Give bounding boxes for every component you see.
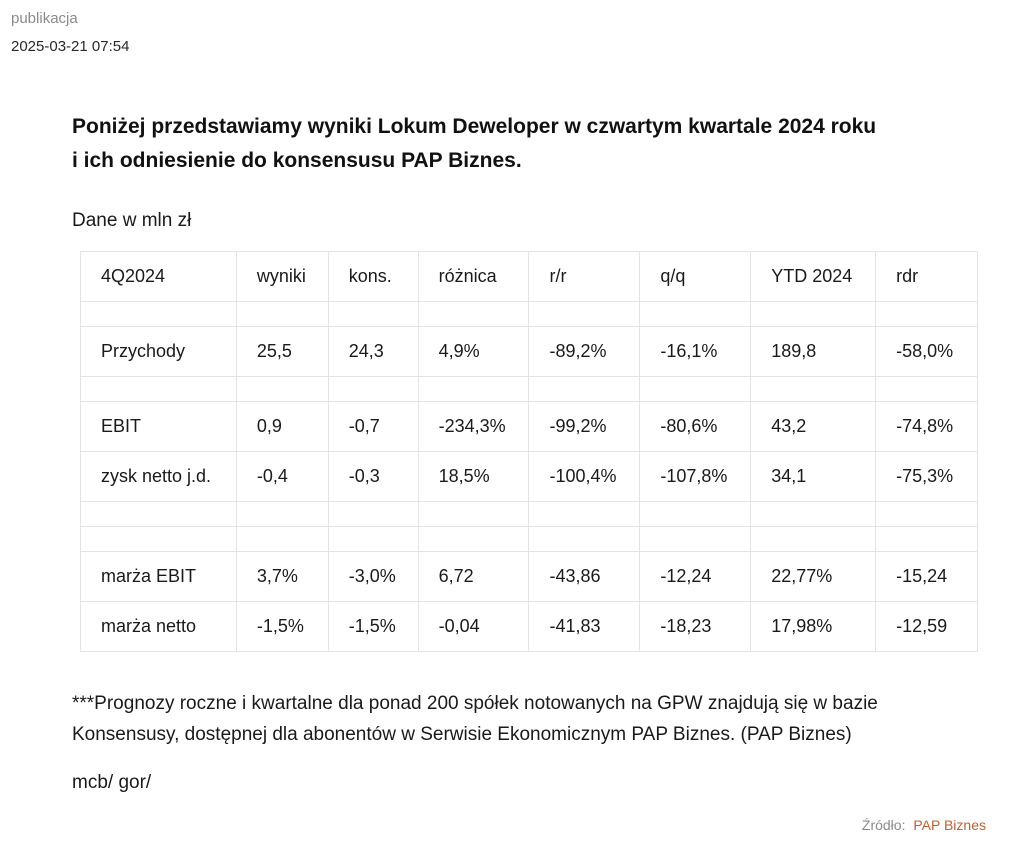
publication-date: 2025-03-21 07:54: [11, 38, 130, 55]
table-cell: [328, 527, 418, 552]
table-cell: [328, 302, 418, 327]
note-line-2: Konsensusy, dostępnej dla abonentów w Serwisie Ekonomicznym PAP Biznes. (PAP Biznes): [72, 724, 852, 745]
table-cell: -12,59: [876, 602, 978, 652]
table-cell: -80,6%: [640, 402, 751, 452]
table-cell: -100,4%: [529, 452, 640, 502]
row-label: EBIT: [81, 402, 237, 452]
note-line-1: ***Prognozy roczne i kwartalne dla ponad 200 spółek notowanych na GPW znajdują się w bazie: [72, 693, 878, 714]
table-cell: 0,9: [236, 402, 328, 452]
table-cell: -0,4: [236, 452, 328, 502]
table-cell: -99,2%: [529, 402, 640, 452]
table-cell: -1,5%: [328, 602, 418, 652]
table-cell: [529, 377, 640, 402]
table-row: [81, 452, 978, 502]
table-cell: -74,8%: [876, 402, 978, 452]
results-table-body: [81, 252, 978, 652]
source-attribution: [862, 816, 986, 834]
table-cell: [529, 302, 640, 327]
table-row-empty: [81, 377, 978, 402]
table-cell: [751, 302, 876, 327]
table-cell: [640, 302, 751, 327]
table-cell: [876, 502, 978, 527]
row-label: marża netto: [81, 602, 237, 652]
row-label: marża EBIT: [81, 552, 237, 602]
table-cell: [81, 302, 237, 327]
table-cell: -0,7: [328, 402, 418, 452]
table-cell: -75,3%: [876, 452, 978, 502]
source-link[interactable]: PAP Biznes: [913, 817, 986, 833]
author-signature: mcb/ gor/: [72, 772, 152, 793]
table-cell: [751, 377, 876, 402]
table-cell: [81, 377, 237, 402]
table-cell: [529, 527, 640, 552]
article-headline: [72, 110, 992, 178]
table-cell: -0,3: [328, 452, 418, 502]
table-cell: [236, 302, 328, 327]
table-cell: [418, 527, 529, 552]
publication-meta: [11, 9, 129, 57]
table-cell: -43,86: [529, 552, 640, 602]
table-cell: -1,5%: [236, 602, 328, 652]
table-cell: [418, 502, 529, 527]
row-label: zysk netto j.d.: [81, 452, 237, 502]
header-cell: r/r: [529, 252, 640, 302]
table-cell: 24,3: [328, 327, 418, 377]
table-cell: 34,1: [751, 452, 876, 502]
table-cell: 25,5: [236, 327, 328, 377]
table-cell: [236, 502, 328, 527]
table-row-empty: [81, 302, 978, 327]
header-cell: rdr: [876, 252, 978, 302]
table-cell: [418, 302, 529, 327]
table-cell: [529, 502, 640, 527]
table-cell: [640, 502, 751, 527]
header-cell: różnica: [418, 252, 529, 302]
table-cell: [328, 377, 418, 402]
table-cell: 189,8: [751, 327, 876, 377]
header-cell: YTD 2024: [751, 252, 876, 302]
table-cell: [751, 502, 876, 527]
table-row-empty: [81, 502, 978, 527]
table-row: [81, 402, 978, 452]
table-cell: 43,2: [751, 402, 876, 452]
table-cell: [640, 527, 751, 552]
table-cell: [876, 377, 978, 402]
table-cell: -15,24: [876, 552, 978, 602]
table-cell: -3,0%: [328, 552, 418, 602]
table-cell: -234,3%: [418, 402, 529, 452]
table-cell: [418, 377, 529, 402]
source-label: Źródło:: [861, 817, 906, 833]
headline-line-2: i ich odniesienie do konsensusu PAP Biznes.: [72, 149, 522, 172]
units-caption: Dane w mln zł: [72, 210, 192, 231]
headline-line-1: Poniżej przedstawiamy wyniki Lokum Deweloper w czwartym kwartale 2024 roku: [72, 115, 877, 138]
table-cell: [81, 527, 237, 552]
table-cell: 22,77%: [751, 552, 876, 602]
header-cell: q/q: [640, 252, 751, 302]
table-cell: 4,9%: [418, 327, 529, 377]
table-row: [81, 602, 978, 652]
table-cell: [751, 527, 876, 552]
table-row: [81, 552, 978, 602]
table-cell: -0,04: [418, 602, 529, 652]
table-cell: [236, 377, 328, 402]
header-cell: kons.: [328, 252, 418, 302]
table-cell: -58,0%: [876, 327, 978, 377]
table-header-row: [81, 252, 978, 302]
table-cell: -16,1%: [640, 327, 751, 377]
table-cell: [81, 502, 237, 527]
header-cell: 4Q2024: [81, 252, 237, 302]
table-cell: -12,24: [640, 552, 751, 602]
table-cell: -41,83: [529, 602, 640, 652]
publication-label: publikacja: [11, 10, 78, 27]
consensus-note: [72, 688, 1002, 750]
table-cell: [640, 377, 751, 402]
table-cell: -107,8%: [640, 452, 751, 502]
article-body: [72, 110, 992, 234]
table-row-empty: [81, 527, 978, 552]
header-cell: wyniki: [236, 252, 328, 302]
results-table: [80, 251, 978, 652]
table-cell: 18,5%: [418, 452, 529, 502]
row-label: Przychody: [81, 327, 237, 377]
table-cell: [328, 502, 418, 527]
table-cell: -18,23: [640, 602, 751, 652]
table-row: [81, 327, 978, 377]
table-cell: 3,7%: [236, 552, 328, 602]
table-cell: 6,72: [418, 552, 529, 602]
table-cell: [876, 527, 978, 552]
table-cell: [876, 302, 978, 327]
table-cell: 17,98%: [751, 602, 876, 652]
table-cell: -89,2%: [529, 327, 640, 377]
table-cell: [236, 527, 328, 552]
